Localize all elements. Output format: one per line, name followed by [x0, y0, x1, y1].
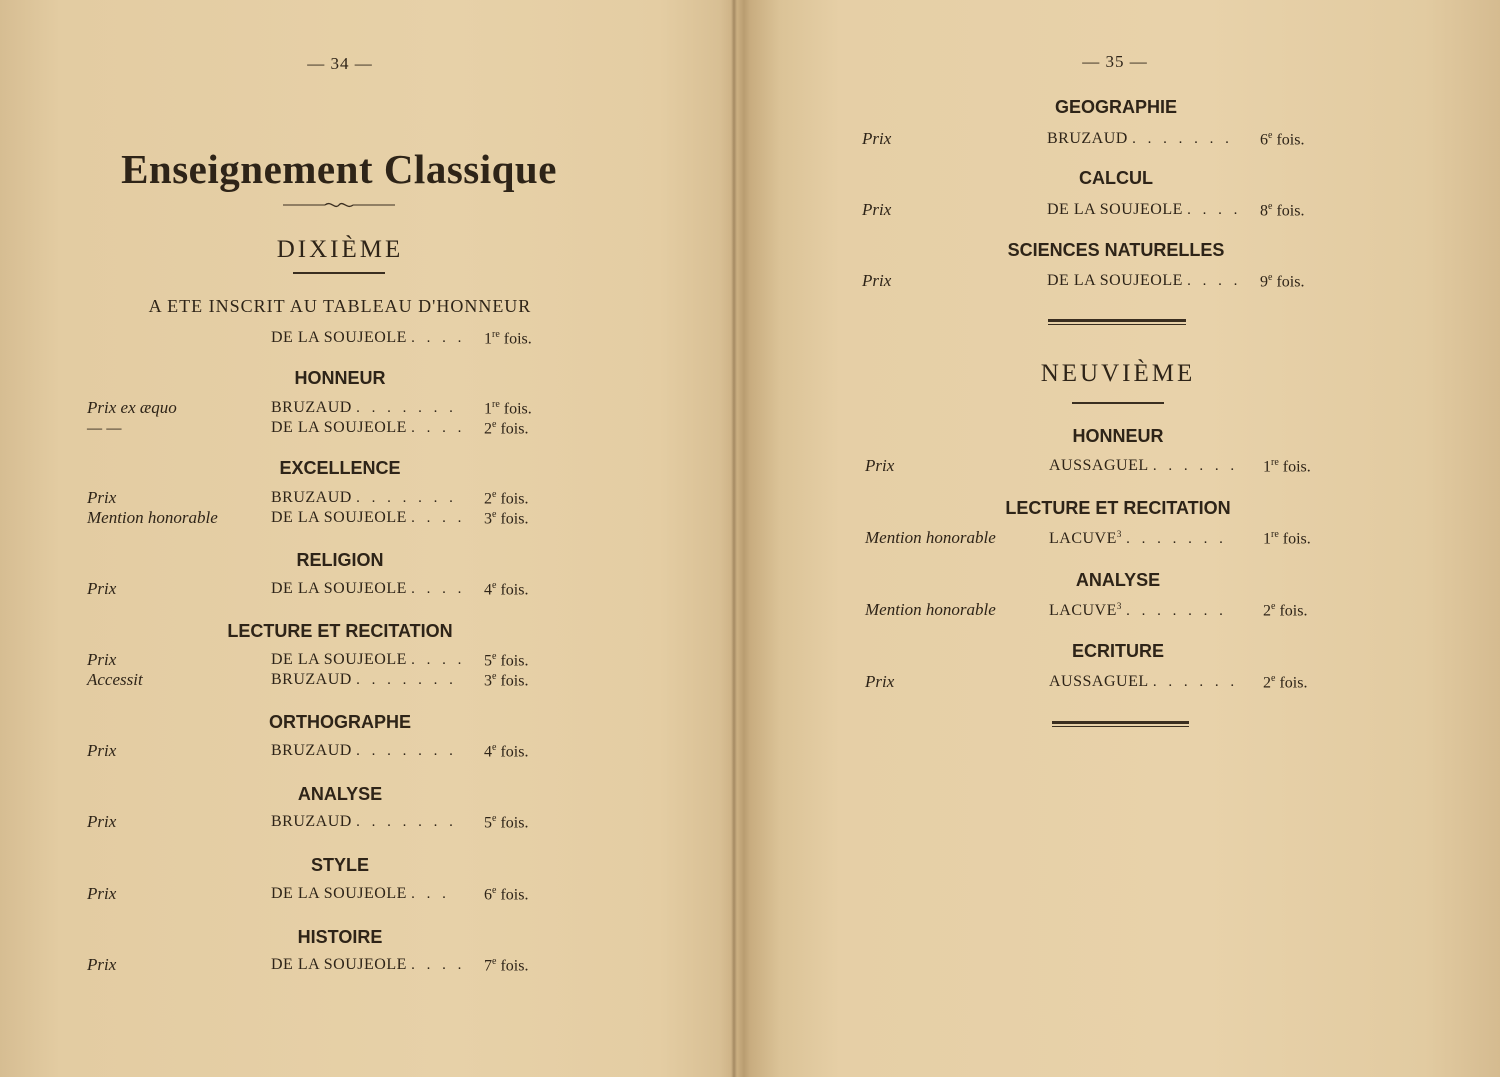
award-label: Mention honorable [87, 508, 218, 527]
count-number: 4 [484, 743, 492, 761]
student-name [271, 956, 465, 974]
leader-dots: . . . . . . . [1126, 603, 1227, 619]
award-count [1260, 272, 1304, 291]
award-count [484, 399, 532, 418]
student-name-text: DE LA SOUJEOLE [271, 509, 407, 526]
student-name-text: BRUZAUD [1047, 130, 1128, 147]
section-heading: GEOGRAPHIE [1054, 97, 1178, 117]
award-count [1263, 457, 1311, 476]
section-heading: HONNEUR [1072, 426, 1164, 446]
student-name-sup: 3 [1116, 529, 1122, 539]
leader-dots: . . . . . . . [1126, 531, 1227, 547]
section-heading: RELIGION [296, 550, 384, 570]
count-word: fois. [1276, 273, 1305, 291]
student-name [271, 419, 465, 437]
section-heading: ECRITURE [1071, 641, 1165, 661]
award-label: Prix [87, 488, 117, 507]
leader-dots: . . . . [1187, 202, 1242, 218]
leader-dots: . . . . . . . [1132, 131, 1233, 147]
count-word: fois. [1276, 131, 1305, 149]
leader-dots: . . . . . . . [356, 490, 457, 506]
count-number: 2 [484, 420, 492, 438]
count-word: fois. [500, 581, 529, 599]
section-heading: ANALYSE [1075, 570, 1161, 590]
leader-dots: . . . . . . [1152, 674, 1239, 690]
award-count [1263, 601, 1307, 620]
count-ordinal: e [492, 671, 497, 682]
page-34 [0, 0, 735, 1077]
student-name-text: DE LA SOUJEOLE [271, 651, 407, 668]
award-count [484, 671, 528, 690]
count-ordinal: e [492, 885, 497, 896]
leader-dots: . . . . . . [1152, 458, 1239, 474]
page-number: — 34 — [307, 54, 373, 73]
class-heading: DIXIÈME [276, 236, 404, 263]
count-word: fois. [1276, 202, 1305, 220]
leader-dots: . . . . [411, 581, 466, 597]
award-count [1260, 130, 1304, 149]
section-heading: ANALYSE [297, 784, 383, 804]
honor-roll-name: DE LA SOUJEOLE . . . . [271, 329, 466, 346]
section-divider-thin [1048, 324, 1186, 325]
student-name [1049, 529, 1227, 548]
count-number: 1 [1263, 458, 1271, 476]
student-name [271, 580, 465, 598]
count-number: 6 [484, 886, 492, 904]
count-ordinal: e [492, 419, 497, 430]
count-word: fois. [1282, 530, 1311, 548]
count-number: 2 [484, 490, 492, 508]
count-number: 8 [1260, 202, 1268, 220]
end-divider-thin [1052, 726, 1189, 727]
leader-dots: . . . [411, 886, 450, 902]
student-name-text: BRUZAUD [271, 813, 352, 830]
section-heading: LECTURE ET RECITATION [1005, 498, 1231, 518]
award-label: Prix [87, 579, 117, 598]
end-divider [1052, 721, 1189, 724]
student-name-sup: 3 [1116, 601, 1122, 611]
count-ordinal: e [1268, 201, 1273, 212]
student-name [271, 885, 450, 903]
student-name [271, 509, 465, 527]
count-word: fois. [500, 420, 529, 438]
student-name-text: DE LA SOUJEOLE [271, 580, 407, 597]
student-name [1049, 457, 1238, 475]
student-name [271, 399, 457, 417]
award-label: Prix [865, 456, 895, 475]
count-word: fois. [500, 490, 529, 508]
student-name-text: BRUZAUD [271, 399, 352, 416]
class-heading: NEUVIÈME [1040, 360, 1196, 387]
student-name-text: LACUVE [1049, 602, 1117, 619]
leader-dots: . . . . [411, 510, 466, 526]
section-heading: EXCELLENCE [279, 458, 401, 478]
section-heading: ORTHOGRAPHE [268, 712, 412, 732]
count-word: fois. [500, 672, 529, 690]
count-ordinal: e [492, 489, 497, 500]
page-number: — 35 — [1082, 52, 1148, 71]
award-label: Prix [87, 741, 117, 760]
award-count [484, 489, 528, 508]
section-heading: HONNEUR [294, 368, 386, 388]
count-ordinal: e [492, 742, 497, 753]
award-label: Prix ex æquo [87, 398, 177, 417]
student-name [271, 651, 465, 669]
page-35 [735, 0, 1500, 1077]
student-name [271, 742, 457, 760]
leader-dots: . . . . [1187, 273, 1242, 289]
leader-dots: . . . . . . . [356, 814, 457, 830]
award-count [484, 885, 528, 904]
section-heading: HISTOIRE [297, 927, 383, 947]
award-label: Mention honorable [865, 600, 996, 619]
award-label: — — [87, 418, 122, 437]
award-count [484, 509, 528, 528]
class-heading-rule [1072, 402, 1164, 404]
leader-dots: . . . . [411, 420, 466, 436]
count-word: fois. [500, 957, 529, 975]
section-heading: LECTURE ET RECITATION [227, 621, 453, 641]
student-name-text: LACUVE [1049, 530, 1117, 547]
count-ordinal: e [1271, 673, 1276, 684]
leader-dots: . . . . . . . [356, 400, 457, 416]
student-name-text: BRUZAUD [271, 742, 352, 759]
count-number: 2 [1263, 602, 1271, 620]
student-name [1047, 130, 1233, 148]
student-name-text: DE LA SOUJEOLE [271, 956, 407, 973]
award-label: Prix [862, 271, 892, 290]
count-word: fois. [500, 886, 529, 904]
leader-dots: . . . . . . . [356, 672, 457, 688]
count-ordinal: re [1271, 529, 1279, 540]
class-heading-rule [293, 272, 385, 274]
award-label: Prix [87, 650, 117, 669]
count-ordinal: e [1268, 272, 1273, 283]
count-ordinal: e [492, 813, 497, 824]
award-label: Prix [87, 955, 117, 974]
award-label: Accessit [87, 670, 143, 689]
count-word: fois. [500, 652, 529, 670]
count-number: 5 [484, 814, 492, 832]
count-number: 5 [484, 652, 492, 670]
count-word: fois. [500, 510, 529, 528]
award-label: Prix [862, 200, 892, 219]
award-label: Prix [87, 812, 117, 831]
award-count [484, 956, 528, 975]
section-divider [1048, 319, 1186, 322]
count-ordinal: e [1271, 601, 1276, 612]
count-number: 4 [484, 581, 492, 599]
student-name-text: DE LA SOUJEOLE [271, 419, 407, 436]
award-label: Mention honorable [865, 528, 996, 547]
count-number: 7 [484, 957, 492, 975]
leader-dots: . . . . [411, 652, 466, 668]
count-number: 9 [1260, 273, 1268, 291]
section-heading: CALCUL [1079, 168, 1153, 188]
student-name [1049, 673, 1238, 691]
student-name [271, 671, 457, 689]
count-word: fois. [1279, 674, 1308, 692]
count-word: fois. [500, 743, 529, 761]
count-ordinal: e [492, 509, 497, 520]
count-ordinal: e [492, 956, 497, 967]
count-word: fois. [1279, 602, 1308, 620]
ornament-divider [283, 198, 395, 210]
student-name [1047, 272, 1241, 290]
count-number: 2 [1263, 674, 1271, 692]
award-count [484, 651, 528, 670]
leader-dots: . . . . . . . [356, 743, 457, 759]
award-count [1263, 529, 1311, 548]
award-label: Prix [862, 129, 892, 148]
student-name [271, 813, 457, 831]
count-word: fois. [1282, 458, 1311, 476]
award-count [484, 813, 528, 832]
student-name-text: DE LA SOUJEOLE [1047, 272, 1183, 289]
count-word: fois. [500, 814, 529, 832]
section-heading: SCIENCES NATURELLES [1007, 240, 1225, 260]
award-count [1260, 201, 1304, 220]
award-label: Prix [87, 884, 117, 903]
student-name-text: AUSSAGUEL [1049, 673, 1149, 690]
count-ordinal: re [1271, 457, 1279, 468]
count-number: 3 [484, 672, 492, 690]
award-count [484, 580, 528, 599]
student-name [271, 489, 457, 507]
count-number: 3 [484, 510, 492, 528]
count-number: 6 [1260, 131, 1268, 149]
honor-roll-heading: A ETE INSCRIT AU TABLEAU D'HONNEUR [148, 296, 532, 316]
student-name-text: BRUZAUD [271, 489, 352, 506]
student-name [1049, 601, 1227, 620]
student-name [1047, 201, 1241, 219]
count-number: 1 [1263, 530, 1271, 548]
award-label: Prix [865, 672, 895, 691]
award-count [484, 419, 528, 438]
count-ordinal: re [492, 399, 500, 410]
count-ordinal: e [1268, 130, 1273, 141]
student-name-text: AUSSAGUEL [1049, 457, 1149, 474]
count-number: 1 [484, 400, 492, 418]
student-name-text: DE LA SOUJEOLE [1047, 201, 1183, 218]
student-name-text: BRUZAUD [271, 671, 352, 688]
count-ordinal: e [492, 580, 497, 591]
count-word: fois. [503, 400, 532, 418]
student-name-text: DE LA SOUJEOLE [271, 885, 407, 902]
award-count [484, 742, 528, 761]
award-count [1263, 673, 1307, 692]
honor-roll-count: 1re fois. [484, 329, 532, 348]
section-heading: STYLE [310, 855, 370, 875]
page-title: Enseignement Classique [121, 146, 557, 192]
leader-dots: . . . . [411, 957, 466, 973]
count-ordinal: e [492, 651, 497, 662]
